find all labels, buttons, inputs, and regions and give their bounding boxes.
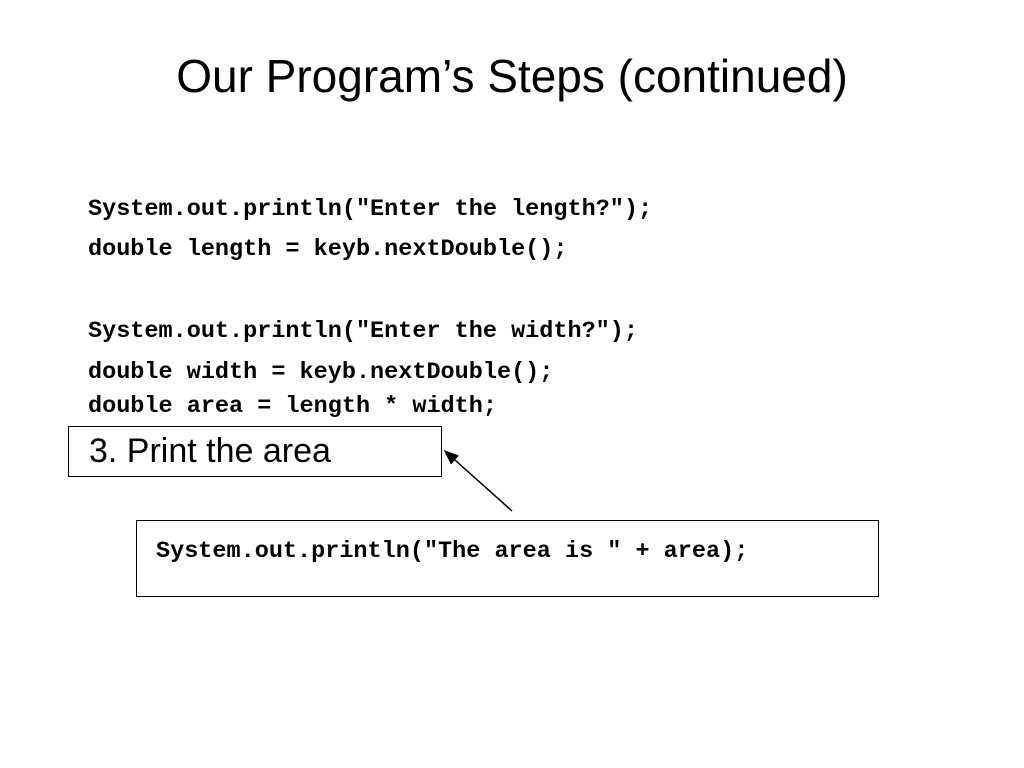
code-line: double length = keyb.nextDouble(); [88, 236, 568, 263]
code-line: double width = keyb.nextDouble(); [88, 359, 554, 386]
slide-title: Our Program’s Steps (continued) [176, 50, 848, 102]
code-line: System.out.println("Enter the length?"); [88, 196, 653, 223]
connector-line [446, 452, 512, 511]
step-label: 3. Print the area [89, 432, 331, 470]
code-box [136, 520, 879, 597]
boxed-code-line: System.out.println("The area is " + area); [156, 538, 749, 565]
step-label-box [68, 426, 442, 477]
code-line: System.out.println("Enter the width?"); [88, 318, 638, 345]
code-line: double area = length * width; [88, 393, 497, 420]
